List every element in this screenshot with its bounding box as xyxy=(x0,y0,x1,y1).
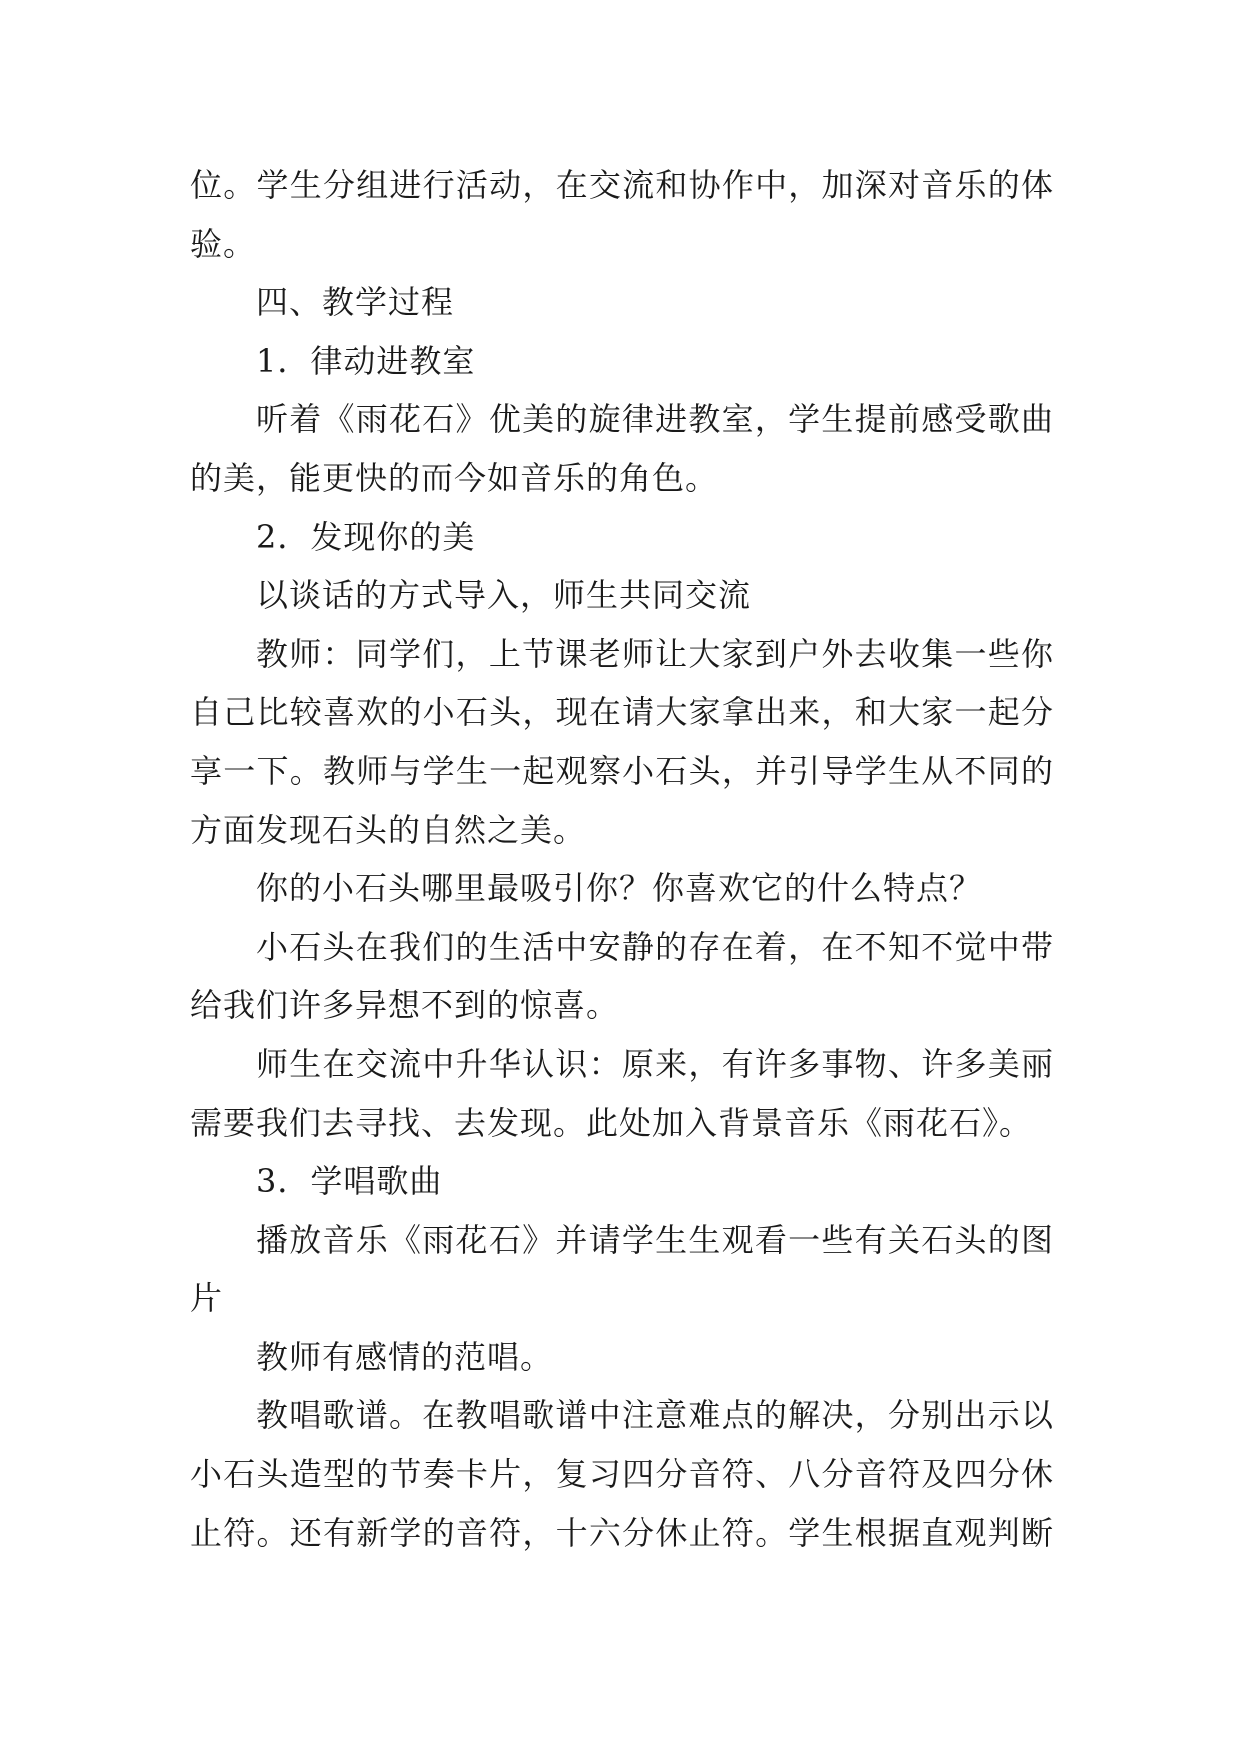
text-line: 师生在交流中升华认识：原来，有许多事物、许多美丽 xyxy=(256,1044,1054,1083)
text-line: 方面发现石头的自然之美。 xyxy=(190,810,587,849)
body-paragraph xyxy=(190,1328,1054,1387)
text-line: 小石头在我们的生活中安静的存在着，在不知不觉中带 xyxy=(256,927,1054,966)
heading-text: 3．学唱歌曲 xyxy=(256,1162,443,1201)
heading-text: 1．律动进教室 xyxy=(256,341,476,380)
step-heading-2 xyxy=(190,508,1054,567)
text-line: 教师：同学们，上节课老师让大家到户外去收集一些你 xyxy=(256,634,1054,673)
text-line: 播放音乐《雨花石》并请学生生观看一些有关石头的图 xyxy=(256,1220,1054,1259)
text-line: 位。学生分组进行活动，在交流和协作中，加深对音乐的体 xyxy=(190,166,1054,204)
section-heading xyxy=(190,273,1054,332)
heading-text: 四、教学过程 xyxy=(256,283,455,322)
text-line: 的美，能更快的而今如音乐的角色。 xyxy=(190,458,719,497)
text-line: 自己比较喜欢的小石头，现在请大家拿出来，和大家一起分 xyxy=(190,693,1054,732)
continuing-paragraph xyxy=(190,1386,1054,1562)
text-line: 享一下。教师与学生一起观察小石头，并引导学生从不同的 xyxy=(190,751,1054,790)
continued-paragraph xyxy=(190,156,1054,273)
text-line: 需要我们去寻找、去发现。此处加入背景音乐《雨花石》。 xyxy=(190,1103,1033,1142)
body-paragraph xyxy=(190,1211,1054,1328)
teacher-speech-paragraph xyxy=(190,625,1054,859)
text-line: 听着《雨花石》优美的旋律进教室，学生提前感受歌曲 xyxy=(256,400,1054,439)
text-line: 片 xyxy=(190,1279,224,1318)
question-paragraph xyxy=(190,859,1054,918)
heading-text: 2．发现你的美 xyxy=(256,517,476,556)
text-line: 小石头造型的节奏卡片，复习四分音符、八分音符及四分休 xyxy=(190,1455,1054,1494)
text-line: 你的小石头哪里最吸引你？你喜欢它的什么特点？ xyxy=(256,869,983,908)
text-line: 教师有感情的范唱。 xyxy=(256,1337,554,1376)
body-paragraph xyxy=(190,918,1054,1035)
text-line: 教唱歌谱。在教唱歌谱中注意难点的解决，分别出示以 xyxy=(256,1396,1054,1435)
body-paragraph xyxy=(190,1035,1054,1152)
step-heading-3 xyxy=(190,1152,1054,1211)
text-line: 给我们许多异想不到的惊喜。 xyxy=(190,986,620,1025)
text-line: 以谈话的方式导入，师生共同交流 xyxy=(256,576,752,615)
step-2-intro-paragraph xyxy=(190,566,1054,625)
step-heading-1 xyxy=(190,332,1054,391)
text-line: 止符。还有新学的音符，十六分休止符。学生根据直观判断 xyxy=(190,1513,1054,1552)
step-1-paragraph xyxy=(190,390,1054,507)
text-line: 验。 xyxy=(190,224,257,263)
document-body xyxy=(190,156,1054,1562)
